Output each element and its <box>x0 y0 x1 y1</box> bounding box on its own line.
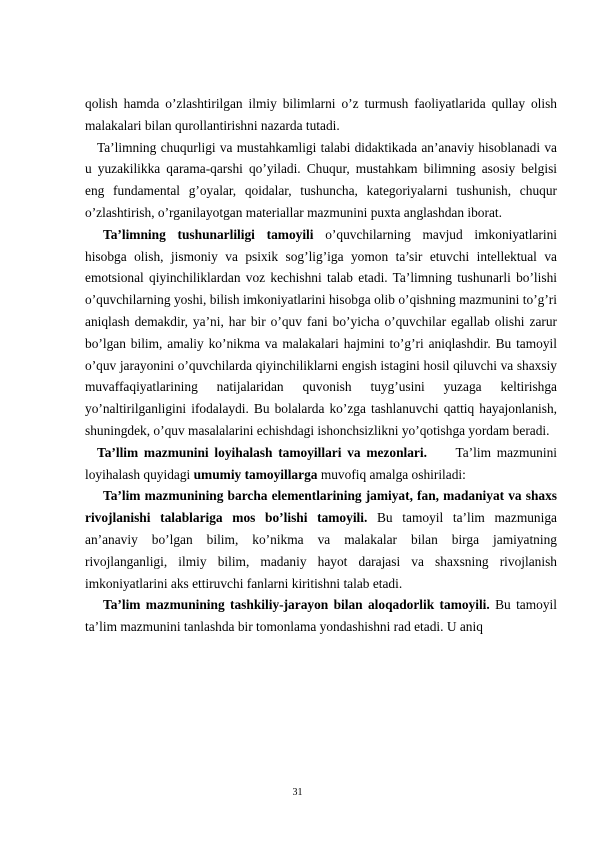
paragraph-continuation <box>85 93 557 137</box>
paragraph-design-principles <box>85 442 561 486</box>
paragraph-text: Ta’lim mazmunini loyihalash quyidagi <box>85 444 561 482</box>
document-body <box>85 93 561 638</box>
paragraph-text: Bu tamoyil ta’lim mazmuniga an’anaviy bo’lgan bilim, ko’nikma va malakalar bilan birga jamiyatning rivojlanganligi, ilmiy bilim, madaniy hayot darajasi va shaxsning rivojlanish imkoniyatlarini aks ettiruvchi fanlarni kiritishni talab etadi. <box>85 510 557 591</box>
page-number: 31 <box>292 787 303 798</box>
paragraph-correspondence <box>85 485 557 594</box>
paragraph-comprehensibility <box>85 224 557 442</box>
paragraph-organizational <box>85 594 557 638</box>
section-heading: Ta’llim mazmunini loyihalash tamoyillari va mezonlari. <box>97 444 427 460</box>
paragraph-text: Bu tamoyil ta’lim mazmunini tanlashda bir tomonlama yondashishni rad etadi. U aniq <box>85 597 557 635</box>
principle-heading: Ta’limning tushunarliligi tamoyili <box>103 226 314 242</box>
principle-heading: Ta’lim mazmunining barcha elementlarining jamiyat, fan, madaniyat va shaxs rivojlanishi talablariga mos bo’lishi tamoyili. <box>85 488 557 526</box>
paragraph-depth-strength <box>85 137 557 224</box>
paragraph-text: o’quvchilarning mavjud imkoniyatlarini hisobga olish, jismoniy va psixik sog’lig’iga yomon ta’sir etuvchi intellektual va emotsional qiyinchiliklardan voz kechishni talab etadi. Ta’limning tushunarli bo’lishi o’quvchilarning yoshi, bilish imkoniyatlarini hisobga olib o’qishning mazmunini to’g’ri aniqlash demakdir, ya’ni, har bir o’quv fani bo’yicha o’quvchilar egallab olishi zarur bo’lgan bilim, amaliy ko’nikma va malakalari hajmini to’g’ri aniqlashdir. Bu tamoyil o’quv jarayonini o’quvchilarda qiyinchiliklarni engish istagini hosil qiluvchi va shaxsiy muvaffaqiyatlarining natijalaridan quvonish tuyg’usini yuzaga keltirishga yo’naltirilganligini ifodalaydi. Bu bolalarda ko’zga tashlanuvchi qattiq hayajonlanish, shuningdek, o’quv masalalarini echishdagi ishonchsizlikni yo’qotishga yordam beradi. <box>85 226 557 438</box>
emphasis-text: umumiy tamoyillarga <box>193 466 318 482</box>
principle-heading: Ta’lim mazmunining tashkiliy-jarayon bilan aloqadorlik tamoyili. <box>103 597 490 613</box>
paragraph-text: Ta’limning chuqurligi va mustahkamligi talabi didaktikada an’anaviy hisoblanadi va u yuzakilikka qarama-qarshi qo’yiladi. Chuqur, mustahkam bilimning asosiy belgisi eng fundamental g’oyalar, qoidalar, tushuncha, kategoriyalarni tushunish, chuqur o’zlashtirish, o’rganilayotgan materiallar mazmunini puxta anglashdan iborat. <box>85 139 557 220</box>
paragraph-text: muvofiq amalga oshiriladi: <box>317 466 466 482</box>
paragraph-text: qolish hamda o’zlashtirilgan ilmiy bilimlarni o’z turmush faoliyatlarida qullay olish malakalari bilan qurollantirishni nazarda tutadi. <box>85 96 557 133</box>
